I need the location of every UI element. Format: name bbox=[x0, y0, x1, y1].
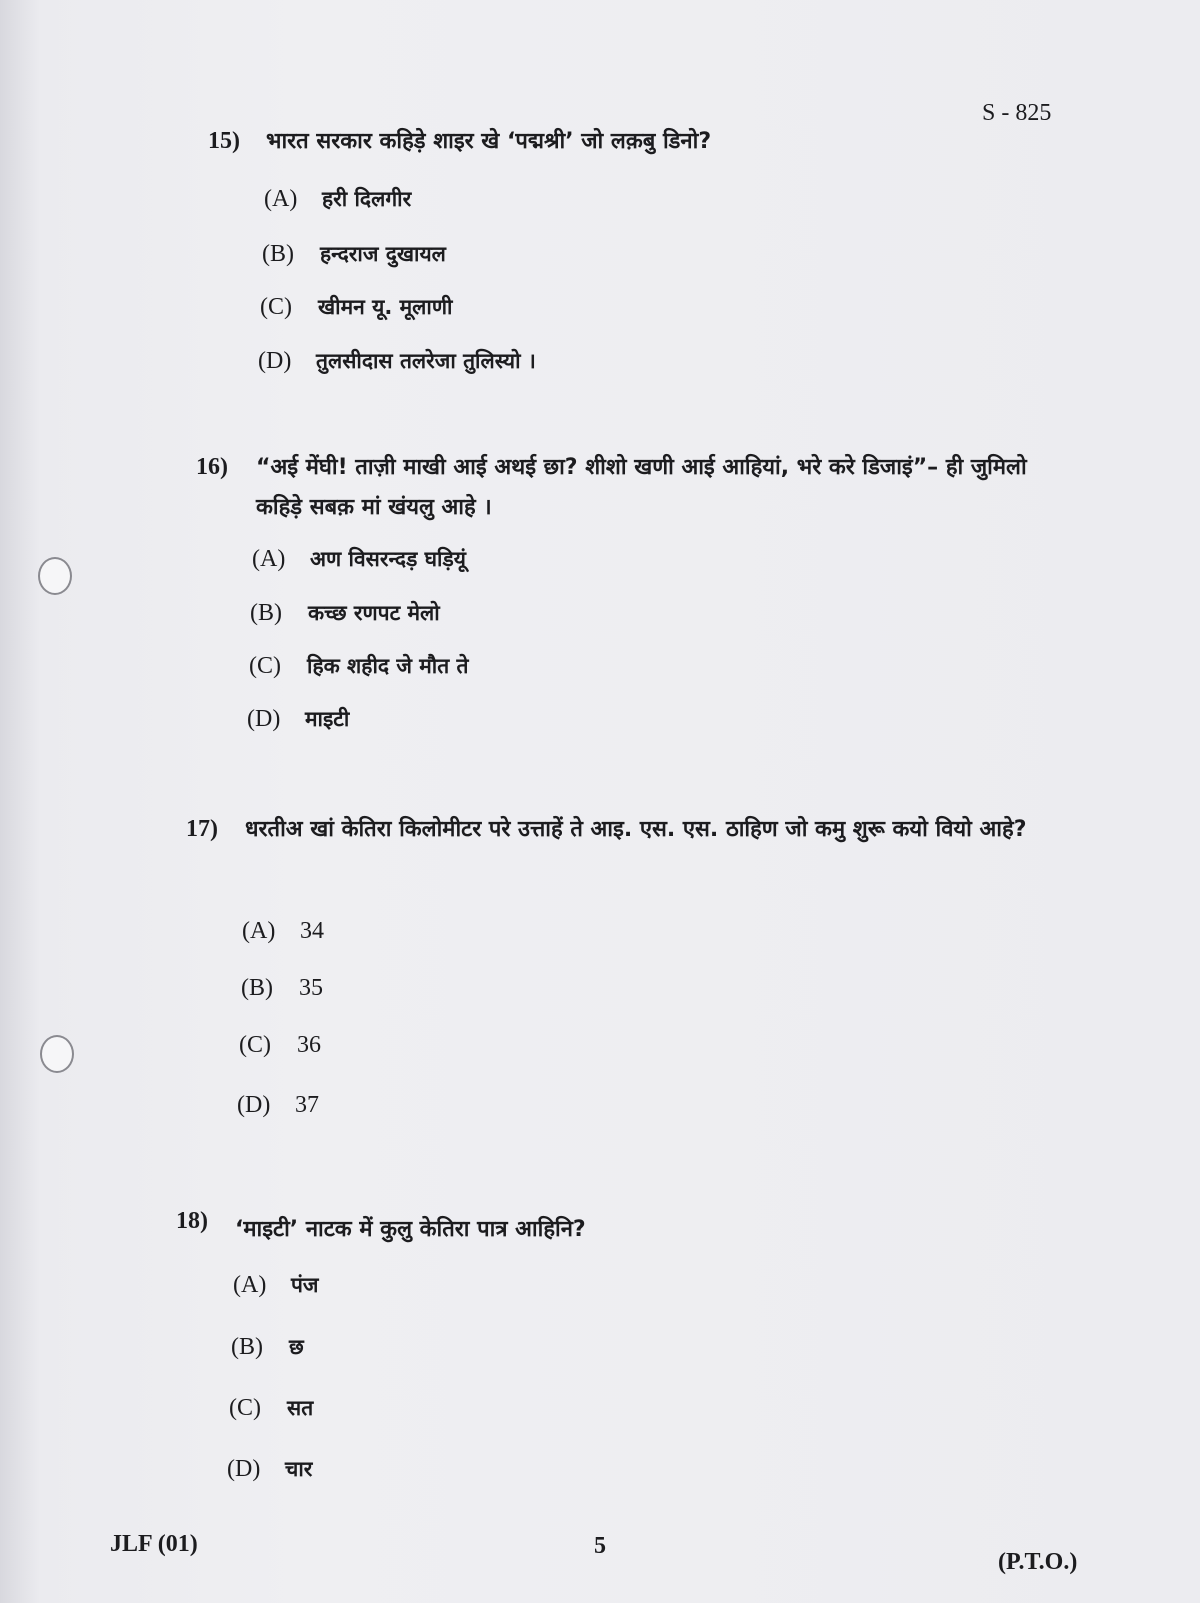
option-item bbox=[258, 347, 536, 375]
page-number: 5 bbox=[594, 1533, 606, 1559]
option-text: 34 bbox=[300, 918, 324, 944]
option-letter: (D) bbox=[227, 1456, 261, 1482]
option-item bbox=[231, 1333, 304, 1361]
question-number: 17) bbox=[186, 816, 218, 842]
option-item bbox=[233, 1271, 319, 1299]
option-item bbox=[250, 599, 440, 627]
option-text: 35 bbox=[299, 975, 323, 1001]
option-text: चार bbox=[285, 1457, 313, 1481]
option-text: हिक शहीद जे मौत ते bbox=[307, 654, 469, 678]
option-item bbox=[252, 545, 466, 573]
option-letter: (C) bbox=[239, 1032, 271, 1058]
option-letter: (A) bbox=[252, 546, 286, 572]
option-letter: (D) bbox=[258, 348, 292, 374]
question-number: 18) bbox=[176, 1208, 208, 1234]
option-item bbox=[247, 705, 349, 733]
option-item bbox=[241, 975, 323, 1002]
option-text: तुलसीदास तलरेजा तुलिस्यो । bbox=[316, 349, 536, 373]
option-text: 36 bbox=[297, 1032, 321, 1058]
question-text: भारत सरकार कहिड़े शाइर खे ‘पद्मश्री’ जो लक़बु डिनो? bbox=[266, 129, 712, 154]
option-letter: (C) bbox=[229, 1395, 261, 1421]
option-text: 37 bbox=[295, 1092, 319, 1118]
option-letter: (D) bbox=[247, 706, 281, 732]
option-item bbox=[242, 918, 324, 945]
option-text: माइटी bbox=[305, 707, 350, 731]
option-item bbox=[227, 1455, 312, 1483]
question-number: 15) bbox=[208, 128, 240, 154]
option-item bbox=[229, 1394, 313, 1422]
question-number: 16) bbox=[196, 454, 228, 480]
option-text: सत bbox=[287, 1396, 314, 1420]
option-item bbox=[239, 1032, 321, 1059]
option-item bbox=[262, 240, 446, 268]
paper-code: S - 825 bbox=[982, 100, 1052, 126]
option-text: हन्दराज दुखायल bbox=[320, 242, 446, 266]
footer-paper-id: JLF (01) bbox=[110, 1531, 198, 1557]
punch-hole-bottom bbox=[40, 1035, 74, 1073]
option-item bbox=[264, 185, 411, 213]
option-text: कच्छ रणपट मेलो bbox=[308, 601, 440, 625]
option-item bbox=[249, 652, 469, 680]
option-item bbox=[237, 1092, 319, 1119]
question-text: “अई मेंघी! ताज़ी माखी आई अथई छा? शीशो खणी आई आहियां, भरे करे डिजाइं”– ही जुमिलो कहिड़े सबक़ मां खंयलु आहे । bbox=[256, 455, 1027, 520]
option-text: अण विसरन्दड़ घड़ियूं bbox=[310, 547, 466, 571]
option-letter: (A) bbox=[264, 186, 298, 212]
option-text: हरी दिलगीर bbox=[322, 187, 412, 211]
option-letter: (D) bbox=[237, 1092, 271, 1118]
option-text: खीमन यू. मूलाणी bbox=[318, 295, 453, 319]
option-item bbox=[260, 293, 452, 321]
option-letter: (B) bbox=[241, 975, 273, 1001]
option-text: छ bbox=[289, 1335, 304, 1359]
option-letter: (A) bbox=[242, 918, 276, 944]
footer-pto: (P.T.O.) bbox=[998, 1549, 1078, 1575]
question-text: धरतीअ खां केतिरा किलोमीटर परे उत्ताहें ते आइ. एस. एस. ठाहिण जो कमु शुरू कयो वियो आहे? bbox=[245, 817, 1027, 842]
option-letter: (B) bbox=[231, 1334, 263, 1360]
option-letter: (A) bbox=[233, 1272, 267, 1298]
option-letter: (C) bbox=[260, 294, 292, 320]
question-text: ‘माइटी’ नाटक में कुलु केतिरा पात्र आहिनि? bbox=[235, 1217, 586, 1242]
punch-hole-top bbox=[38, 557, 72, 595]
option-letter: (B) bbox=[250, 600, 282, 626]
option-text: पंज bbox=[291, 1273, 319, 1297]
option-letter: (C) bbox=[249, 653, 281, 679]
option-letter: (B) bbox=[262, 241, 294, 267]
